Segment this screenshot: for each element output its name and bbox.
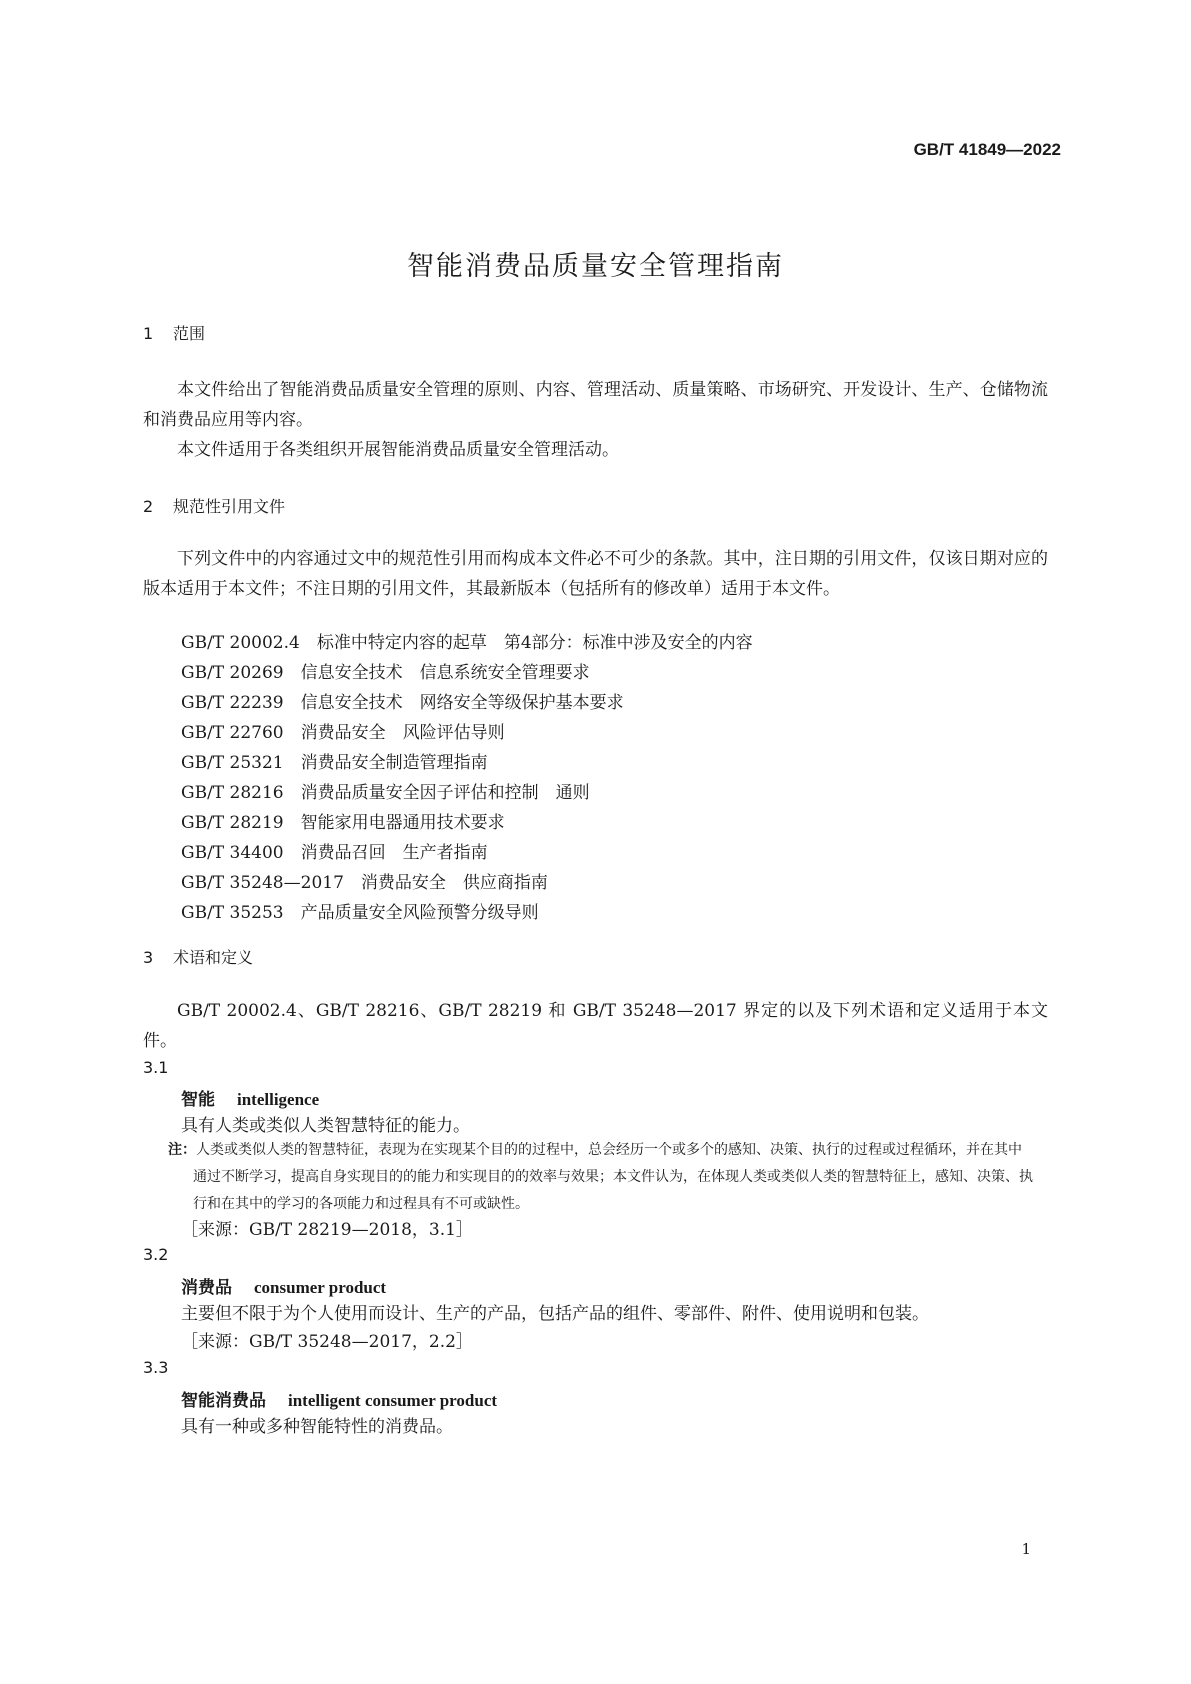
- reference-item: GB/T 34400 消费品召回 生产者指南: [181, 843, 488, 863]
- standard-number: GB/T 41849—2022: [913, 140, 1061, 159]
- normative-references-intro: 下列文件中的内容通过文中的规范性引用而构成本文件必不可少的条款。其中，注日期的引用文件，仅该日期对应的版本适用于本文件；不注日期的引用文件，其最新版本（包括所有的修改单）适用于本文件。: [143, 549, 1048, 599]
- reference-item: GB/T 35248—2017 消费品安全 供应商指南: [181, 873, 548, 893]
- term-heading: [181, 1273, 386, 1298]
- section-1-heading: [143, 321, 205, 344]
- section-number: 2: [143, 497, 154, 516]
- section-title: 规范性引用文件: [173, 497, 286, 516]
- document-title: 智能消费品质量安全管理指南: [407, 251, 784, 282]
- term-english: intelligent consumer product: [288, 1391, 498, 1410]
- section-number: 3: [143, 948, 154, 967]
- reference-list: [181, 628, 753, 928]
- term-source: ［来源：GB/T 35248—2017，2.2］: [181, 1332, 473, 1352]
- term-note: [168, 1137, 1035, 1218]
- term-chinese: 智能消费品: [181, 1391, 266, 1411]
- reference-item: GB/T 28216 消费品质量安全因子评估和控制 通则: [181, 783, 590, 803]
- reference-item: GB/T 20002.4 标准中特定内容的起草 第4部分：标准中涉及安全的内容: [181, 633, 753, 653]
- term-definition: 具有人类或类似人类智慧特征的能力。: [181, 1116, 470, 1136]
- note-label: 注：: [168, 1142, 196, 1158]
- terms-intro: GB/T 20002.4、GB/T 28216、GB/T 28219 和 GB/T 35248—2017 界定的以及下列术语和定义适用于本文件。: [143, 1001, 1048, 1051]
- reference-item: GB/T 35253 产品质量安全风险预警分级导则: [181, 903, 539, 923]
- page-number: 1: [1021, 1540, 1031, 1558]
- term-number: 3.3: [143, 1358, 169, 1377]
- section-title: 范围: [173, 324, 206, 343]
- term-heading: [181, 1386, 497, 1411]
- section-3-intro: [143, 996, 1048, 1056]
- reference-item: GB/T 20269 信息安全技术 信息系统安全管理要求: [181, 663, 590, 683]
- term-number: 3.1: [143, 1058, 169, 1077]
- term-chinese: 消费品: [181, 1278, 232, 1298]
- scope-paragraph-1: 本文件给出了智能消费品质量安全管理的原则、内容、管理活动、质量策略、市场研究、开发设计、生产、仓储物流和消费品应用等内容。: [143, 380, 1048, 430]
- section-1-body: [143, 375, 1048, 465]
- note-text: 人类或类似人类的智慧特征，表现为在实现某个目的的过程中，总会经历一个或多个的感知、决策、执行的过程或过程循环，并在其中通过不断学习，提高自身实现目的的能力和实现目的的效率与效果；本文件认为，在体现人类或类似人类的智慧特征上，感知、决策、执行和在其中的学习的各项能力和过程具有不可或缺性。: [193, 1142, 1033, 1212]
- reference-item: GB/T 25321 消费品安全制造管理指南: [181, 753, 488, 773]
- term-chinese: 智能: [181, 1090, 215, 1110]
- section-number: 1: [143, 324, 154, 343]
- scope-paragraph-2: 本文件适用于各类组织开展智能消费品质量安全管理活动。: [177, 440, 619, 460]
- term-definition: 具有一种或多种智能特性的消费品。: [181, 1417, 453, 1437]
- term-heading: [181, 1085, 319, 1110]
- reference-item: GB/T 22239 信息安全技术 网络安全等级保护基本要求: [181, 693, 624, 713]
- term-number: 3.2: [143, 1245, 169, 1264]
- reference-item: GB/T 22760 消费品安全 风险评估导则: [181, 723, 505, 743]
- term-english: intelligence: [237, 1090, 320, 1109]
- term-english: consumer product: [254, 1278, 387, 1297]
- section-2-heading: [143, 494, 285, 517]
- term-source: ［来源：GB/T 28219—2018，3.1］: [181, 1220, 473, 1240]
- section-3-heading: [143, 945, 253, 968]
- reference-item: GB/T 28219 智能家用电器通用技术要求: [181, 813, 505, 833]
- section-title: 术语和定义: [173, 948, 254, 967]
- term-definition: 主要但不限于为个人使用而设计、生产的产品，包括产品的组件、零部件、附件、使用说明和包装。: [181, 1304, 929, 1324]
- section-2-intro: [143, 544, 1048, 604]
